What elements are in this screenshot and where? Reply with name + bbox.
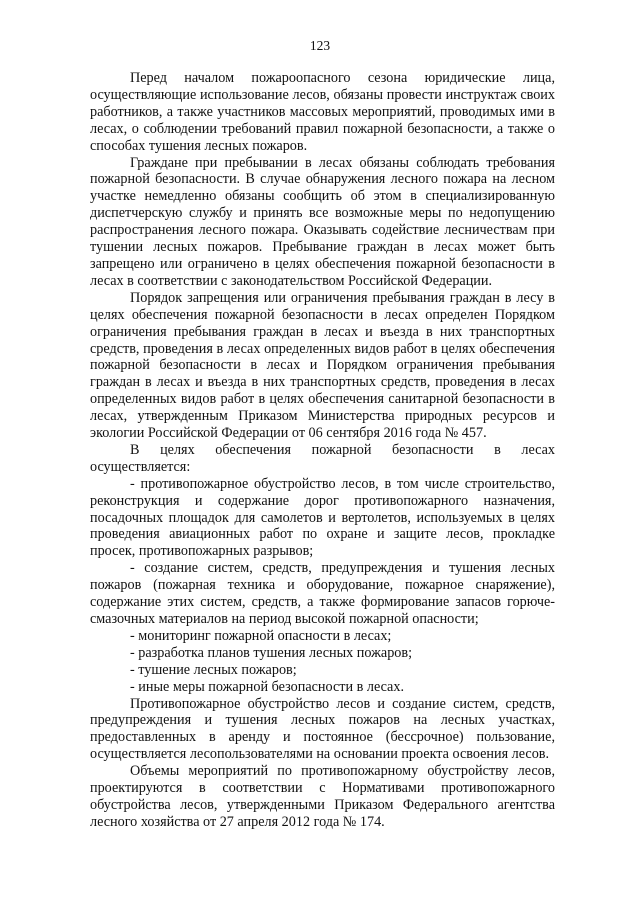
paragraph-restriction-order: Порядок запрещения или ограничения пребывания граждан в лесу в целях обеспечения пожарной безопасности в лесах определен Порядком ограничения пребывания граждан в лесах и въезда в них транспортных средств, проведения в лесах определенных видов работ в целях обеспечения пожарной безопасности в лесах и Порядком ограничения пребывания граждан в лесах и въезда в них транспортных средств, проведения в лесах определенных видов работ в целях обеспечения санитарной безопасности в лесах, утвержденным Приказом Министерства природных ресурсов и экологии Российской Федерации от 06 сентября 2016 года № 457. — [90, 289, 555, 442]
paragraph-instruction: Перед началом пожароопасного сезона юридические лица, осуществляющие использование лесов, обязаны провести инструктаж своих работников, а также участников массовых мероприятий, проводимых ими в лесах, о соблюдении требований правил пожарной безопасности, а также о способах тушения лесных пожаров. — [90, 70, 555, 154]
body-text — [90, 70, 555, 831]
paragraph-leased-plots: Противопожарное обустройство лесов и создание систем, средств, предупреждения и тушения лесных пожаров на лесных участках, предоставленных в аренду и постоянное (бессрочное) пользование, осуществляется лесопользователями на основании проекта освоения лесов. — [90, 695, 555, 763]
list-item-plans: - разработка планов тушения лесных пожаров; — [130, 644, 413, 661]
list-item-monitoring: - мониторинг пожарной опасности в лесах; — [130, 627, 392, 644]
list-item-systems-creation: - создание систем, средств, предупреждения и тушения лесных пожаров (пожарная техника и оборудование, пожарное снаряжение), содержание этих систем, средств, а также формирование запасов горюче-смазочных материалов на период высокой пожарной опасности; — [90, 560, 555, 627]
paragraph-volumes: Объемы мероприятий по противопожарному обустройству лесов, проектируются в соответствии с Нормативами противопожарного обустройства лесов, утвержденными Приказом Федерального агентства лесного хозяйства от 27 апреля 2012 года № 174. — [90, 763, 555, 830]
paragraph-list-intro: В целях обеспечения пожарной безопасности в лесах осуществляется: — [90, 441, 555, 475]
list-item-other-measures: - иные меры пожарной безопасности в лесах. — [130, 678, 404, 695]
list-item-fire-prevention-arrangement: - противопожарное обустройство лесов, в том числе строительство, реконструкция и содержание дорог противопожарного назначения, посадочных площадок для самолетов и вертолетов, используемых в целях проведения авиационных работ по охране и защите лесов, прокладке просек, противопожарных разрывов; — [90, 475, 555, 560]
page-number: 123 — [309, 38, 331, 53]
paragraph-citizens-duties: Граждане при пребывании в лесах обязаны соблюдать требования пожарной безопасности. В случае обнаружения лесного пожара на лесном участке немедленно обязаны сообщить об этом в специализированную диспетчерскую службу и принять все возможные меры по недопущению распространения лесного пожара. Оказывать содействие лесничествам при тушении лесных пожаров. Пребывание граждан в лесах может быть запрещено или ограничено в целях обеспечения пожарной безопасности в лесах в соответствии с законодательством Российской Федерации. — [90, 154, 555, 289]
list-item-extinguishing: - тушение лесных пожаров; — [130, 661, 297, 678]
